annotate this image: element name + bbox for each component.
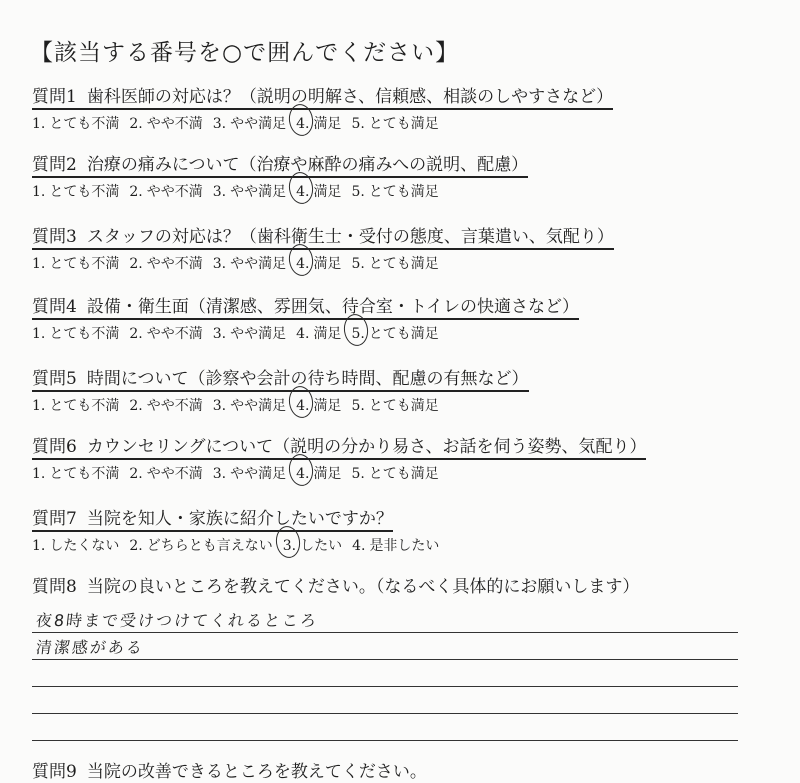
q6-option-4[interactable] xyxy=(296,463,341,483)
question-3 xyxy=(32,222,614,273)
question-3-heading xyxy=(32,222,614,250)
q1-option-5[interactable] xyxy=(351,113,438,133)
question-label: 質問7 xyxy=(32,509,77,529)
rating-options xyxy=(32,253,614,273)
option-number: 5. xyxy=(351,326,365,342)
rating-options xyxy=(32,181,528,201)
q4-option-4[interactable] xyxy=(296,323,341,343)
q1-option-2[interactable] xyxy=(129,113,202,133)
answer-line xyxy=(32,687,738,714)
option-label: 満足 xyxy=(313,116,342,132)
option-number: 5. xyxy=(351,466,365,482)
question-2-heading xyxy=(32,150,528,178)
answer-line xyxy=(32,660,738,687)
question-7-heading xyxy=(32,504,393,532)
question-8-heading xyxy=(32,572,639,598)
option-number: 3. xyxy=(212,184,227,200)
option-number: 5. xyxy=(351,184,365,200)
question-text: 歯科医師の対応は？（説明の明解さ、信頼感、相談のしやすさなど） xyxy=(86,87,614,107)
option-number: 4. xyxy=(352,538,366,554)
option-number: 1. xyxy=(32,538,46,554)
question-text: スタッフの対応は？（歯科衛生士・受付の態度、言葉遣い、気配り） xyxy=(86,227,614,247)
option-label: やや不満 xyxy=(146,256,203,272)
rating-options xyxy=(32,395,529,415)
q4-option-1[interactable] xyxy=(32,323,119,343)
option-label: やや不満 xyxy=(146,466,203,482)
answer-line xyxy=(32,714,738,741)
option-label: やや不満 xyxy=(146,326,203,342)
q4-option-5[interactable] xyxy=(351,323,438,343)
option-label: とても不満 xyxy=(49,256,120,272)
q4-option-3[interactable] xyxy=(213,323,286,343)
option-number: 3. xyxy=(212,256,227,272)
question-label: 質問4 xyxy=(32,297,77,317)
question-label: 質問9 xyxy=(32,762,77,782)
question-9 xyxy=(32,757,427,783)
option-number: 2. xyxy=(129,116,143,132)
rating-options xyxy=(32,323,579,343)
q8-answer-lines xyxy=(32,606,738,741)
question-text: 治療の痛みについて（治療や麻酔の痛みへの説明、配慮） xyxy=(86,155,529,175)
option-number: 2. xyxy=(129,184,143,200)
option-label: やや満足 xyxy=(230,466,287,482)
question-5-heading xyxy=(32,364,529,392)
option-number: 1. xyxy=(32,326,46,342)
option-label: とても不満 xyxy=(49,184,120,200)
option-number: 4. xyxy=(296,466,310,482)
question-label: 質問8 xyxy=(32,577,77,597)
rating-options xyxy=(32,463,646,483)
q6-option-3[interactable] xyxy=(213,463,286,483)
option-number: 1. xyxy=(32,398,46,414)
question-9-heading xyxy=(32,757,427,783)
question-2 xyxy=(32,150,528,201)
q3-option-5[interactable] xyxy=(351,253,438,273)
option-number: 5. xyxy=(351,256,365,272)
option-label: 満足 xyxy=(313,326,342,342)
option-label: とても不満 xyxy=(49,116,120,132)
option-number: 2. xyxy=(129,256,143,272)
question-5 xyxy=(32,364,529,415)
option-label: とても不満 xyxy=(49,466,120,482)
option-number: 3. xyxy=(212,326,227,342)
option-number: 3. xyxy=(282,538,297,554)
q7-option-4[interactable] xyxy=(352,535,439,555)
question-6 xyxy=(32,432,646,483)
q3-option-2[interactable] xyxy=(129,253,202,273)
option-label: したくない xyxy=(49,538,120,554)
option-label: やや満足 xyxy=(230,184,287,200)
option-label: やや満足 xyxy=(230,398,287,414)
q2-option-5[interactable] xyxy=(351,181,438,201)
option-label: とても満足 xyxy=(368,116,439,132)
option-number: 4. xyxy=(296,184,310,200)
q6-option-2[interactable] xyxy=(129,463,202,483)
option-number: 5. xyxy=(351,398,365,414)
option-label: とても満足 xyxy=(368,184,439,200)
q5-option-4[interactable] xyxy=(296,395,341,415)
answer-line xyxy=(32,633,738,660)
option-number: 2. xyxy=(129,466,143,482)
q3-option-3[interactable] xyxy=(213,253,286,273)
question-text: 当院の改善できるところを教えてください。 xyxy=(86,762,427,782)
option-number: 1. xyxy=(32,184,46,200)
option-label: とても満足 xyxy=(368,466,439,482)
option-number: 4. xyxy=(296,116,310,132)
question-6-heading xyxy=(32,432,646,460)
option-label: とても満足 xyxy=(368,326,439,342)
question-8 xyxy=(32,572,639,598)
option-label: やや不満 xyxy=(146,184,203,200)
option-number: 2. xyxy=(129,398,143,414)
question-1 xyxy=(32,82,613,133)
question-4-heading xyxy=(32,292,579,320)
question-text: 当院を知人・家族に紹介したいですか？ xyxy=(86,509,393,529)
option-number: 4. xyxy=(296,398,310,414)
q5-option-2[interactable] xyxy=(129,395,202,415)
question-label: 質問3 xyxy=(32,227,77,247)
option-label: やや不満 xyxy=(146,398,203,414)
page-title: 【該当する番号を○で囲んでください】 xyxy=(30,40,460,66)
option-number: 3. xyxy=(212,116,227,132)
option-number: 4. xyxy=(296,326,310,342)
q5-option-1[interactable] xyxy=(32,395,119,415)
question-text: 時間について（診察や会計の待ち時間、配慮の有無など） xyxy=(86,369,529,389)
q7-option-2[interactable] xyxy=(129,535,272,555)
option-label: とても不満 xyxy=(49,326,120,342)
q1-option-4[interactable] xyxy=(296,113,341,133)
option-label: 満足 xyxy=(313,398,342,414)
q7-option-3[interactable] xyxy=(283,535,342,555)
option-label: やや満足 xyxy=(230,116,287,132)
question-text: カウンセリングについて（説明の分かり易さ、お話を伺う姿勢、気配り） xyxy=(86,437,647,457)
q7-options xyxy=(32,535,449,555)
option-number: 4. xyxy=(296,256,310,272)
option-label: やや満足 xyxy=(230,326,287,342)
option-label: したい xyxy=(300,538,343,554)
option-label: とても満足 xyxy=(368,256,439,272)
q6-option-5[interactable] xyxy=(351,463,438,483)
option-number: 1. xyxy=(32,256,46,272)
option-label: どちらとも言えない xyxy=(146,538,273,554)
option-number: 1. xyxy=(32,466,46,482)
q2-option-3[interactable] xyxy=(213,181,286,201)
option-number: 3. xyxy=(212,466,227,482)
q4-option-2[interactable] xyxy=(129,323,202,343)
answer-line xyxy=(32,606,738,633)
option-number: 3. xyxy=(212,398,227,414)
question-7 xyxy=(32,504,449,555)
q3-option-1[interactable] xyxy=(32,253,119,273)
question-text: 当院の良いところを教えてください。（なるべく具体的にお願いします） xyxy=(86,577,640,597)
option-label: 満足 xyxy=(313,466,342,482)
question-1-heading xyxy=(32,82,613,110)
q5-option-3[interactable] xyxy=(213,395,286,415)
q5-option-5[interactable] xyxy=(351,395,438,415)
option-label: 満足 xyxy=(313,184,342,200)
option-number: 2. xyxy=(129,326,143,342)
q2-option-1[interactable] xyxy=(32,181,119,201)
q6-option-1[interactable] xyxy=(32,463,119,483)
question-label: 質問6 xyxy=(32,437,77,457)
rating-options xyxy=(32,113,613,133)
question-label: 質問5 xyxy=(32,369,77,389)
question-label: 質問1 xyxy=(32,87,77,107)
question-text: 設備・衛生面（清潔感、雰囲気、待合室・トイレの快適さなど） xyxy=(86,297,579,317)
option-label: とても不満 xyxy=(49,398,120,414)
q2-option-4[interactable] xyxy=(296,181,341,201)
handwritten-answer: 清潔感がある xyxy=(34,638,145,657)
option-number: 2. xyxy=(129,538,143,554)
option-label: とても満足 xyxy=(368,398,439,414)
q1-option-3[interactable] xyxy=(213,113,286,133)
option-number: 1. xyxy=(32,116,46,132)
option-label: やや不満 xyxy=(146,116,203,132)
question-label: 質問2 xyxy=(32,155,77,175)
question-4 xyxy=(32,292,579,343)
option-label: 満足 xyxy=(313,256,342,272)
option-label: やや満足 xyxy=(230,256,287,272)
option-label: 是非したい xyxy=(369,538,440,554)
option-number: 5. xyxy=(351,116,365,132)
q3-option-4[interactable] xyxy=(296,253,341,273)
q1-option-1[interactable] xyxy=(32,113,119,133)
q2-option-2[interactable] xyxy=(129,181,202,201)
q7-option-1[interactable] xyxy=(32,535,119,555)
handwritten-answer: 夜8時まで受けつけてくれるところ xyxy=(34,611,320,630)
